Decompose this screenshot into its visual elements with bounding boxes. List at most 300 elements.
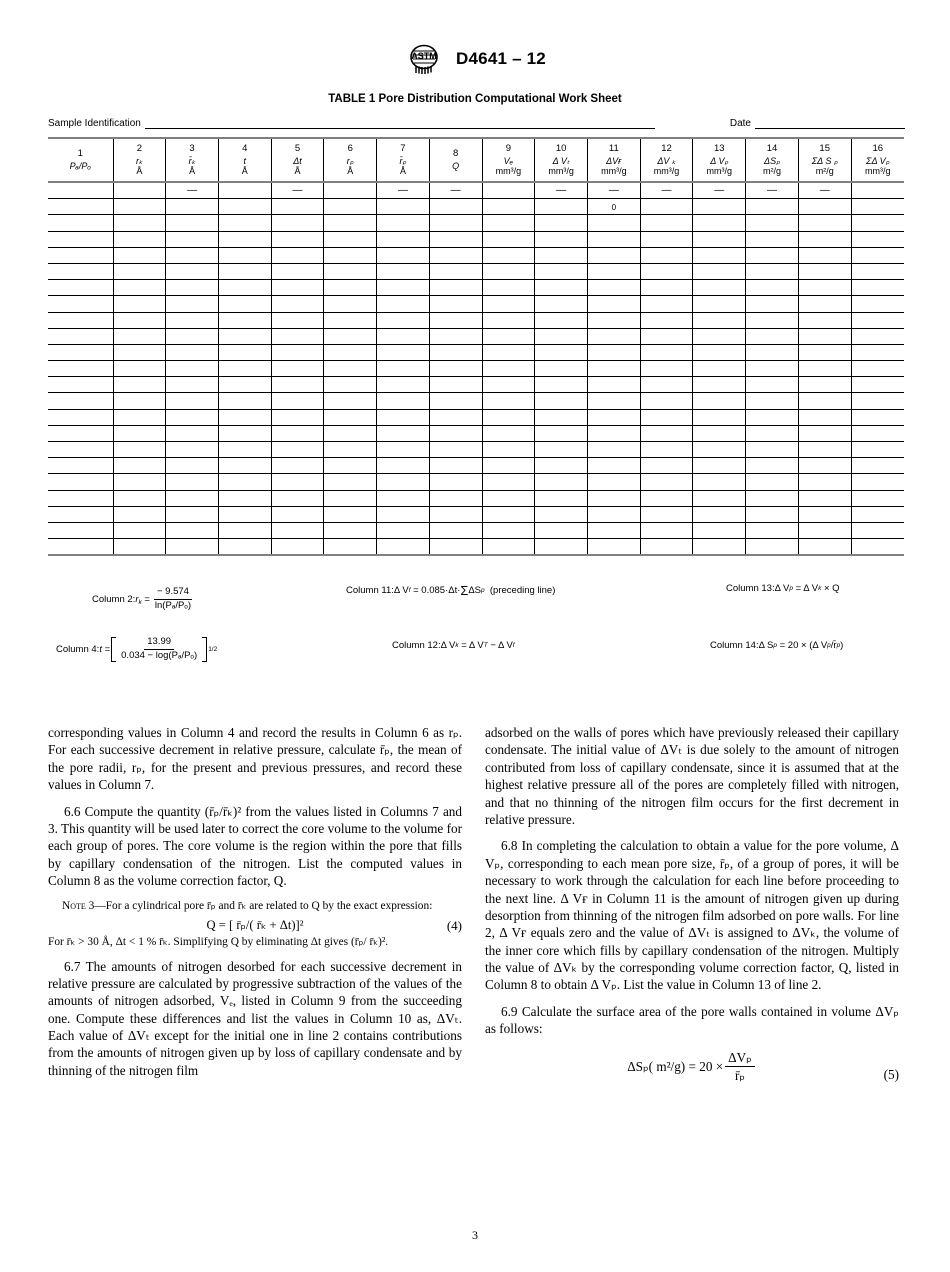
worksheet-cell[interactable] (271, 393, 324, 409)
worksheet-cell[interactable] (48, 263, 113, 279)
worksheet-cell[interactable] (218, 182, 271, 199)
worksheet-cell[interactable] (166, 312, 219, 328)
worksheet-cell[interactable] (746, 247, 799, 263)
worksheet-cell[interactable] (851, 231, 904, 247)
worksheet-cell[interactable] (482, 490, 535, 506)
worksheet-cell[interactable] (746, 522, 799, 538)
worksheet-row[interactable] (48, 215, 904, 231)
sample-identification-field[interactable] (145, 117, 655, 129)
worksheet-cell[interactable] (271, 312, 324, 328)
worksheet-cell[interactable] (482, 458, 535, 474)
worksheet-cell[interactable] (851, 409, 904, 425)
worksheet-row[interactable] (48, 312, 904, 328)
worksheet-cell[interactable] (377, 344, 430, 360)
worksheet-cell[interactable] (587, 328, 640, 344)
worksheet-cell[interactable] (693, 199, 746, 215)
worksheet-cell[interactable] (429, 393, 482, 409)
worksheet-cell[interactable] (271, 296, 324, 312)
worksheet-cell[interactable] (218, 458, 271, 474)
worksheet-cell[interactable] (482, 393, 535, 409)
worksheet-cell[interactable] (482, 539, 535, 556)
worksheet-cell[interactable] (48, 474, 113, 490)
worksheet-cell[interactable] (640, 474, 693, 490)
worksheet-cell[interactable] (166, 280, 219, 296)
worksheet-cell[interactable] (640, 328, 693, 344)
worksheet-row[interactable] (48, 377, 904, 393)
worksheet-cell[interactable] (851, 442, 904, 458)
worksheet-cell[interactable] (587, 490, 640, 506)
worksheet-cell[interactable] (324, 296, 377, 312)
worksheet-cell[interactable] (48, 409, 113, 425)
worksheet-cell[interactable] (693, 393, 746, 409)
worksheet-cell[interactable] (324, 377, 377, 393)
worksheet-cell[interactable] (535, 312, 588, 328)
worksheet-cell[interactable] (851, 522, 904, 538)
worksheet-cell[interactable] (693, 458, 746, 474)
worksheet-cell[interactable] (166, 247, 219, 263)
worksheet-cell[interactable] (693, 539, 746, 556)
worksheet-cell[interactable] (324, 247, 377, 263)
worksheet-cell[interactable] (166, 474, 219, 490)
worksheet-cell[interactable] (218, 506, 271, 522)
worksheet-cell[interactable] (798, 328, 851, 344)
worksheet-cell[interactable] (218, 296, 271, 312)
worksheet-cell[interactable] (113, 425, 166, 441)
worksheet-body[interactable] (48, 182, 904, 555)
worksheet-cell[interactable] (48, 361, 113, 377)
worksheet-cell[interactable] (324, 182, 377, 199)
worksheet-cell[interactable] (377, 215, 430, 231)
worksheet-cell[interactable] (798, 280, 851, 296)
worksheet-cell[interactable] (48, 442, 113, 458)
worksheet-cell[interactable] (218, 393, 271, 409)
worksheet-cell[interactable] (429, 474, 482, 490)
worksheet-cell[interactable] (218, 409, 271, 425)
worksheet-cell[interactable] (746, 263, 799, 279)
worksheet-cell[interactable] (48, 280, 113, 296)
worksheet-cell[interactable] (482, 182, 535, 199)
worksheet-cell[interactable] (693, 344, 746, 360)
worksheet-cell[interactable] (798, 393, 851, 409)
worksheet-cell[interactable] (429, 296, 482, 312)
worksheet-cell[interactable] (640, 199, 693, 215)
worksheet-cell[interactable] (377, 522, 430, 538)
worksheet-cell[interactable] (113, 409, 166, 425)
worksheet-cell[interactable] (746, 344, 799, 360)
worksheet-cell[interactable] (377, 280, 430, 296)
worksheet-cell[interactable] (166, 409, 219, 425)
worksheet-cell[interactable] (324, 199, 377, 215)
worksheet-cell[interactable] (48, 296, 113, 312)
worksheet-cell[interactable] (851, 312, 904, 328)
worksheet-cell[interactable] (166, 199, 219, 215)
worksheet-row[interactable] (48, 442, 904, 458)
worksheet-cell[interactable] (693, 215, 746, 231)
worksheet-cell[interactable] (113, 182, 166, 199)
worksheet-cell[interactable] (482, 263, 535, 279)
worksheet-cell[interactable] (48, 539, 113, 556)
worksheet-cell[interactable] (587, 361, 640, 377)
worksheet-cell[interactable] (746, 296, 799, 312)
worksheet-cell[interactable] (113, 474, 166, 490)
worksheet-cell[interactable] (482, 328, 535, 344)
worksheet-cell[interactable] (271, 539, 324, 556)
worksheet-cell[interactable] (113, 231, 166, 247)
worksheet-cell[interactable] (166, 215, 219, 231)
worksheet-cell[interactable] (746, 506, 799, 522)
worksheet-cell[interactable] (535, 247, 588, 263)
worksheet-cell[interactable] (693, 474, 746, 490)
worksheet-cell[interactable] (377, 247, 430, 263)
worksheet-cell[interactable] (482, 409, 535, 425)
worksheet-cell[interactable] (429, 409, 482, 425)
worksheet-row[interactable] (48, 522, 904, 538)
worksheet-cell[interactable] (640, 409, 693, 425)
worksheet-cell[interactable] (746, 328, 799, 344)
worksheet-cell[interactable] (113, 215, 166, 231)
worksheet-cell[interactable] (324, 215, 377, 231)
worksheet-cell[interactable] (377, 328, 430, 344)
worksheet-cell[interactable] (324, 409, 377, 425)
worksheet-cell[interactable] (693, 231, 746, 247)
worksheet-cell[interactable] (218, 344, 271, 360)
worksheet-cell[interactable] (429, 328, 482, 344)
worksheet-row[interactable] (48, 490, 904, 506)
worksheet-cell[interactable] (429, 247, 482, 263)
worksheet-row[interactable] (48, 231, 904, 247)
worksheet-cell[interactable] (429, 361, 482, 377)
worksheet-cell[interactable] (851, 377, 904, 393)
worksheet-cell[interactable] (429, 344, 482, 360)
worksheet-cell[interactable] (535, 296, 588, 312)
worksheet-cell[interactable] (218, 312, 271, 328)
worksheet-cell[interactable] (324, 328, 377, 344)
worksheet-row[interactable] (48, 263, 904, 279)
worksheet-cell[interactable] (48, 247, 113, 263)
worksheet-cell[interactable] (587, 231, 640, 247)
worksheet-cell[interactable] (851, 199, 904, 215)
worksheet-cell[interactable] (587, 199, 640, 215)
worksheet-cell[interactable] (166, 522, 219, 538)
worksheet-cell[interactable] (798, 409, 851, 425)
worksheet-cell[interactable] (324, 393, 377, 409)
worksheet-cell[interactable] (746, 409, 799, 425)
worksheet-cell[interactable] (798, 361, 851, 377)
worksheet-cell[interactable] (429, 522, 482, 538)
worksheet-cell[interactable] (746, 182, 799, 199)
worksheet-cell[interactable] (377, 409, 430, 425)
worksheet-cell[interactable] (218, 215, 271, 231)
worksheet-cell[interactable] (693, 377, 746, 393)
worksheet-cell[interactable] (851, 182, 904, 199)
worksheet-cell[interactable] (271, 442, 324, 458)
worksheet-cell[interactable] (535, 361, 588, 377)
worksheet-cell[interactable] (482, 231, 535, 247)
worksheet-cell[interactable] (48, 182, 113, 199)
worksheet-cell[interactable] (587, 474, 640, 490)
worksheet-cell[interactable] (798, 425, 851, 441)
worksheet-cell[interactable] (587, 344, 640, 360)
worksheet-cell[interactable] (324, 490, 377, 506)
worksheet-cell[interactable] (429, 231, 482, 247)
worksheet-row[interactable] (48, 344, 904, 360)
worksheet-cell[interactable] (271, 522, 324, 538)
worksheet-cell[interactable] (166, 490, 219, 506)
worksheet-row[interactable] (48, 506, 904, 522)
worksheet-cell[interactable] (482, 215, 535, 231)
worksheet-cell[interactable] (693, 490, 746, 506)
worksheet-cell[interactable] (324, 506, 377, 522)
worksheet-cell[interactable] (113, 296, 166, 312)
date-field[interactable] (755, 117, 905, 129)
worksheet-cell[interactable] (851, 425, 904, 441)
worksheet-cell[interactable] (640, 182, 693, 199)
worksheet-cell[interactable] (746, 458, 799, 474)
worksheet-cell[interactable] (271, 344, 324, 360)
worksheet-cell[interactable] (113, 490, 166, 506)
worksheet-cell[interactable] (113, 458, 166, 474)
worksheet-cell[interactable] (746, 377, 799, 393)
worksheet-cell[interactable] (693, 280, 746, 296)
worksheet-cell[interactable] (48, 490, 113, 506)
worksheet-cell[interactable] (535, 377, 588, 393)
worksheet-cell[interactable] (851, 474, 904, 490)
worksheet-cell[interactable] (851, 215, 904, 231)
worksheet-cell[interactable] (746, 425, 799, 441)
worksheet-cell[interactable] (48, 328, 113, 344)
worksheet-cell[interactable] (218, 247, 271, 263)
worksheet-cell[interactable] (798, 377, 851, 393)
worksheet-cell[interactable] (113, 328, 166, 344)
worksheet-cell[interactable] (166, 182, 219, 199)
worksheet-cell[interactable] (693, 425, 746, 441)
worksheet-cell[interactable] (798, 522, 851, 538)
worksheet-cell[interactable] (113, 522, 166, 538)
worksheet-cell[interactable] (324, 312, 377, 328)
worksheet-cell[interactable] (693, 506, 746, 522)
worksheet-cell[interactable] (113, 393, 166, 409)
worksheet-cell[interactable] (377, 312, 430, 328)
worksheet-cell[interactable] (166, 442, 219, 458)
worksheet-cell[interactable] (640, 361, 693, 377)
worksheet-cell[interactable] (166, 393, 219, 409)
worksheet-cell[interactable] (482, 361, 535, 377)
worksheet-cell[interactable] (746, 474, 799, 490)
worksheet-cell[interactable] (429, 458, 482, 474)
worksheet-cell[interactable] (113, 199, 166, 215)
worksheet-cell[interactable] (271, 474, 324, 490)
worksheet-cell[interactable] (535, 425, 588, 441)
worksheet-cell[interactable] (324, 280, 377, 296)
worksheet-cell[interactable] (324, 442, 377, 458)
worksheet-cell[interactable] (640, 263, 693, 279)
worksheet-cell[interactable] (851, 263, 904, 279)
worksheet-cell[interactable] (535, 539, 588, 556)
worksheet-cell[interactable] (640, 458, 693, 474)
worksheet-cell[interactable] (746, 231, 799, 247)
worksheet-cell[interactable] (640, 522, 693, 538)
worksheet-cell[interactable] (851, 280, 904, 296)
worksheet-cell[interactable] (271, 182, 324, 199)
worksheet-cell[interactable] (166, 328, 219, 344)
worksheet-cell[interactable] (746, 442, 799, 458)
worksheet-cell[interactable] (429, 312, 482, 328)
worksheet-cell[interactable] (166, 506, 219, 522)
worksheet-cell[interactable] (48, 425, 113, 441)
worksheet-cell[interactable] (48, 215, 113, 231)
worksheet-cell[interactable] (640, 215, 693, 231)
worksheet-cell[interactable] (271, 377, 324, 393)
worksheet-cell[interactable] (587, 425, 640, 441)
worksheet-cell[interactable] (482, 522, 535, 538)
worksheet-cell[interactable] (535, 522, 588, 538)
worksheet-cell[interactable] (482, 474, 535, 490)
worksheet-cell[interactable] (429, 377, 482, 393)
worksheet-cell[interactable] (218, 361, 271, 377)
worksheet-cell[interactable] (113, 442, 166, 458)
worksheet-row[interactable] (48, 182, 904, 199)
worksheet-cell[interactable] (324, 539, 377, 556)
worksheet-cell[interactable] (48, 312, 113, 328)
worksheet-cell[interactable] (746, 490, 799, 506)
worksheet-cell[interactable] (377, 506, 430, 522)
worksheet-cell[interactable] (746, 361, 799, 377)
worksheet-cell[interactable] (746, 312, 799, 328)
worksheet-cell[interactable] (429, 506, 482, 522)
worksheet-cell[interactable] (798, 215, 851, 231)
worksheet-cell[interactable] (271, 409, 324, 425)
worksheet-cell[interactable] (218, 263, 271, 279)
worksheet-cell[interactable] (587, 312, 640, 328)
worksheet-cell[interactable] (482, 506, 535, 522)
worksheet-cell[interactable] (535, 474, 588, 490)
worksheet-cell[interactable] (640, 425, 693, 441)
worksheet-row[interactable] (48, 247, 904, 263)
worksheet-cell[interactable] (640, 344, 693, 360)
worksheet-cell[interactable] (587, 522, 640, 538)
worksheet-cell[interactable] (746, 199, 799, 215)
worksheet-cell[interactable] (271, 490, 324, 506)
worksheet-cell[interactable] (377, 474, 430, 490)
worksheet-cell[interactable] (851, 506, 904, 522)
worksheet-cell[interactable] (166, 361, 219, 377)
worksheet-cell[interactable] (587, 377, 640, 393)
worksheet-cell[interactable] (798, 312, 851, 328)
worksheet-cell[interactable] (693, 263, 746, 279)
worksheet-cell[interactable] (324, 361, 377, 377)
worksheet-cell[interactable] (746, 539, 799, 556)
worksheet-cell[interactable] (746, 393, 799, 409)
worksheet-cell[interactable] (377, 490, 430, 506)
worksheet-cell[interactable] (218, 490, 271, 506)
worksheet-cell[interactable] (640, 506, 693, 522)
worksheet-cell[interactable] (377, 539, 430, 556)
worksheet-cell[interactable] (482, 442, 535, 458)
worksheet-cell[interactable] (587, 539, 640, 556)
worksheet-cell[interactable] (851, 344, 904, 360)
worksheet-cell[interactable] (429, 280, 482, 296)
worksheet-cell[interactable] (48, 393, 113, 409)
worksheet-cell[interactable] (640, 393, 693, 409)
worksheet-cell[interactable] (693, 522, 746, 538)
worksheet-cell[interactable] (218, 539, 271, 556)
worksheet-cell[interactable] (324, 231, 377, 247)
worksheet-cell[interactable] (798, 506, 851, 522)
worksheet-cell[interactable] (271, 215, 324, 231)
worksheet-cell[interactable] (218, 231, 271, 247)
worksheet-cell[interactable] (482, 280, 535, 296)
worksheet-cell[interactable] (746, 280, 799, 296)
worksheet-cell[interactable] (535, 199, 588, 215)
worksheet-cell[interactable] (377, 361, 430, 377)
worksheet-cell[interactable] (640, 539, 693, 556)
worksheet-cell[interactable] (587, 215, 640, 231)
worksheet-cell[interactable] (587, 506, 640, 522)
worksheet-cell[interactable] (851, 539, 904, 556)
worksheet-cell[interactable] (482, 199, 535, 215)
worksheet-cell[interactable] (640, 377, 693, 393)
worksheet-cell[interactable] (324, 458, 377, 474)
worksheet-cell[interactable] (48, 231, 113, 247)
worksheet-cell[interactable] (429, 442, 482, 458)
worksheet-cell[interactable] (377, 377, 430, 393)
worksheet-cell[interactable] (587, 296, 640, 312)
worksheet-cell[interactable] (218, 522, 271, 538)
worksheet-cell[interactable] (640, 296, 693, 312)
worksheet-cell[interactable] (693, 409, 746, 425)
worksheet-cell[interactable] (166, 296, 219, 312)
worksheet-cell[interactable] (271, 328, 324, 344)
worksheet-cell[interactable] (851, 361, 904, 377)
worksheet-cell[interactable] (218, 199, 271, 215)
worksheet-row[interactable] (48, 296, 904, 312)
worksheet-cell[interactable] (798, 458, 851, 474)
worksheet-cell[interactable] (271, 506, 324, 522)
worksheet-cell[interactable] (113, 312, 166, 328)
worksheet-cell[interactable] (429, 263, 482, 279)
worksheet-cell[interactable] (218, 474, 271, 490)
worksheet-cell[interactable] (535, 458, 588, 474)
worksheet-cell[interactable] (640, 280, 693, 296)
worksheet-cell[interactable] (113, 344, 166, 360)
worksheet-cell[interactable] (166, 539, 219, 556)
worksheet-cell[interactable] (377, 231, 430, 247)
worksheet-cell[interactable] (218, 377, 271, 393)
worksheet-cell[interactable] (798, 247, 851, 263)
worksheet-row[interactable] (48, 425, 904, 441)
worksheet-cell[interactable] (324, 474, 377, 490)
worksheet-cell[interactable] (798, 263, 851, 279)
worksheet-cell[interactable] (429, 199, 482, 215)
worksheet-cell[interactable] (535, 263, 588, 279)
worksheet-cell[interactable] (851, 296, 904, 312)
worksheet-cell[interactable] (271, 425, 324, 441)
worksheet-cell[interactable] (48, 458, 113, 474)
worksheet-cell[interactable] (377, 425, 430, 441)
worksheet-cell[interactable] (851, 490, 904, 506)
worksheet-cell[interactable] (48, 377, 113, 393)
worksheet-cell[interactable] (166, 425, 219, 441)
worksheet-cell[interactable] (377, 458, 430, 474)
worksheet-cell[interactable] (48, 344, 113, 360)
worksheet-cell[interactable] (324, 263, 377, 279)
worksheet-cell[interactable] (271, 458, 324, 474)
worksheet-cell[interactable] (166, 344, 219, 360)
worksheet-cell[interactable] (377, 393, 430, 409)
worksheet-cell[interactable] (271, 231, 324, 247)
worksheet-row[interactable] (48, 458, 904, 474)
worksheet-cell[interactable] (587, 280, 640, 296)
